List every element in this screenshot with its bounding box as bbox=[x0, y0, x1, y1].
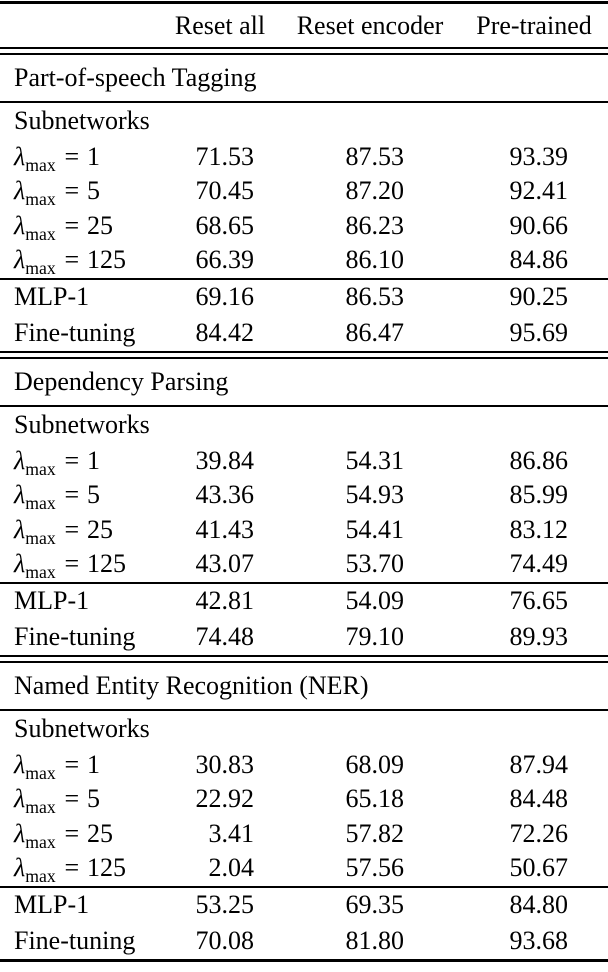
lambda-subscript: max bbox=[25, 866, 56, 887]
value-cell bbox=[160, 211, 280, 241]
table-row bbox=[0, 782, 608, 817]
lambda-symbol: λ bbox=[14, 480, 26, 510]
lambda-max-value: 5 bbox=[87, 784, 100, 814]
value-cell bbox=[460, 245, 608, 275]
value-number: 70.45 bbox=[195, 176, 254, 206]
value-number: 68.65 bbox=[195, 210, 254, 240]
value-cell bbox=[280, 446, 460, 476]
value-cell bbox=[460, 282, 608, 312]
value-cell bbox=[160, 853, 280, 883]
value-cell bbox=[460, 480, 608, 510]
lambda-row-label bbox=[0, 853, 160, 887]
baseline-row-label: MLP-1 bbox=[14, 281, 90, 311]
value-number: 84.86 bbox=[509, 245, 568, 275]
value-cell bbox=[160, 622, 280, 652]
table-row bbox=[0, 444, 608, 479]
value-number: 69.16 bbox=[195, 281, 254, 311]
lambda-max-value: 125 bbox=[87, 549, 126, 579]
lambda-symbol: λ bbox=[14, 549, 26, 579]
lambda-max-value: 1 bbox=[87, 141, 100, 171]
equals-sign: = bbox=[64, 245, 80, 275]
lambda-max-value: 5 bbox=[87, 176, 100, 206]
equals-sign: = bbox=[64, 210, 80, 240]
group-label-row bbox=[0, 711, 608, 748]
value-cell bbox=[280, 515, 460, 545]
value-cell bbox=[160, 819, 280, 849]
value-cell bbox=[460, 784, 608, 814]
group-label-row bbox=[0, 103, 608, 140]
value-number: 84.48 bbox=[509, 784, 568, 814]
lambda-symbol: λ bbox=[14, 853, 26, 883]
table-row bbox=[0, 547, 608, 582]
lambda-max-value: 25 bbox=[87, 818, 113, 848]
value-cell bbox=[160, 549, 280, 579]
lambda-max-value: 125 bbox=[87, 245, 126, 275]
value-number: 22.92 bbox=[195, 784, 254, 814]
lambda-subscript: max bbox=[25, 223, 56, 244]
lambda-subscript: max bbox=[25, 258, 56, 279]
section-title: Dependency Parsing bbox=[14, 366, 229, 396]
table-section-0 bbox=[0, 55, 608, 359]
value-cell bbox=[460, 318, 608, 348]
table-row bbox=[0, 280, 608, 315]
section-separator-rule bbox=[0, 655, 608, 663]
table-row bbox=[0, 243, 608, 278]
value-number: 79.10 bbox=[345, 621, 404, 651]
lambda-row-label bbox=[0, 445, 160, 479]
lambda-subscript: max bbox=[25, 831, 56, 852]
section-title-row bbox=[0, 359, 608, 405]
value-cell bbox=[280, 549, 460, 579]
equals-sign: = bbox=[64, 749, 80, 779]
value-number: 74.48 bbox=[195, 621, 254, 651]
value-cell bbox=[160, 282, 280, 312]
lambda-max-value: 1 bbox=[87, 749, 100, 779]
value-number: 57.82 bbox=[345, 818, 404, 848]
value-cell bbox=[280, 784, 460, 814]
equals-sign: = bbox=[64, 480, 80, 510]
value-cell bbox=[460, 586, 608, 616]
equals-sign: = bbox=[64, 784, 80, 814]
equals-sign: = bbox=[64, 818, 80, 848]
value-number: 87.20 bbox=[345, 176, 404, 206]
section-title-row bbox=[0, 55, 608, 101]
value-number: 89.93 bbox=[509, 621, 568, 651]
lambda-subscript: max bbox=[25, 797, 56, 818]
column-headers-row bbox=[0, 4, 608, 47]
value-cell bbox=[160, 926, 280, 956]
value-number: 81.80 bbox=[345, 925, 404, 955]
equals-sign: = bbox=[64, 176, 80, 206]
value-number: 72.26 bbox=[509, 818, 568, 848]
value-number: 86.47 bbox=[345, 317, 404, 347]
group-label: Subnetworks bbox=[14, 714, 150, 743]
lambda-row-label bbox=[0, 141, 160, 175]
column-header-reset-all: Reset all bbox=[174, 10, 266, 40]
value-number: 86.10 bbox=[345, 245, 404, 275]
lambda-row-label bbox=[0, 210, 160, 244]
table-row bbox=[0, 584, 608, 619]
lambda-max-value: 5 bbox=[87, 480, 100, 510]
value-cell bbox=[160, 480, 280, 510]
table-row bbox=[0, 851, 608, 886]
value-number: 65.18 bbox=[345, 784, 404, 814]
value-number: 50.67 bbox=[509, 853, 568, 883]
lambda-max-value: 25 bbox=[87, 210, 113, 240]
value-cell bbox=[280, 853, 460, 883]
value-cell bbox=[460, 926, 608, 956]
equals-sign: = bbox=[64, 853, 80, 883]
table-section-2 bbox=[0, 663, 608, 959]
lambda-row-label bbox=[0, 514, 160, 548]
table-row bbox=[0, 513, 608, 548]
value-cell bbox=[460, 853, 608, 883]
table-row bbox=[0, 922, 608, 959]
value-number: 42.81 bbox=[195, 585, 254, 615]
value-cell bbox=[160, 318, 280, 348]
value-cell bbox=[160, 586, 280, 616]
table-row bbox=[0, 618, 608, 655]
value-number: 87.53 bbox=[345, 141, 404, 171]
value-number: 53.70 bbox=[345, 549, 404, 579]
value-cell bbox=[280, 176, 460, 206]
value-cell bbox=[460, 142, 608, 172]
equals-sign: = bbox=[64, 141, 80, 171]
value-number: 68.09 bbox=[345, 749, 404, 779]
value-number: 86.86 bbox=[509, 445, 568, 475]
value-number: 84.42 bbox=[195, 317, 254, 347]
value-number: 93.39 bbox=[509, 141, 568, 171]
value-number: 90.25 bbox=[509, 281, 568, 311]
baseline-row-label: MLP-1 bbox=[14, 585, 90, 615]
value-cell bbox=[160, 446, 280, 476]
baseline-row-label: Fine-tuning bbox=[14, 925, 136, 955]
value-cell bbox=[280, 480, 460, 510]
value-cell bbox=[280, 211, 460, 241]
value-cell bbox=[280, 245, 460, 275]
value-number: 92.41 bbox=[509, 176, 568, 206]
value-number: 2.04 bbox=[208, 853, 254, 883]
equals-sign: = bbox=[64, 549, 80, 579]
value-cell bbox=[460, 176, 608, 206]
lambda-row-label bbox=[0, 749, 160, 783]
group-label: Subnetworks bbox=[14, 106, 150, 135]
value-cell bbox=[280, 282, 460, 312]
column-header-pre-trained: Pre-trained bbox=[476, 10, 592, 40]
value-number: 83.12 bbox=[509, 514, 568, 544]
value-number: 93.68 bbox=[509, 925, 568, 955]
value-cell bbox=[280, 318, 460, 348]
value-cell bbox=[160, 515, 280, 545]
lambda-subscript: max bbox=[25, 154, 56, 175]
value-cell bbox=[160, 245, 280, 275]
lambda-symbol: λ bbox=[14, 210, 26, 240]
lambda-symbol: λ bbox=[14, 176, 26, 206]
value-cell bbox=[460, 549, 608, 579]
value-cell bbox=[280, 750, 460, 780]
value-number: 70.08 bbox=[195, 925, 254, 955]
lambda-symbol: λ bbox=[14, 818, 26, 848]
table-section-1 bbox=[0, 359, 608, 663]
baseline-row-label: MLP-1 bbox=[14, 889, 90, 919]
value-number: 76.65 bbox=[509, 585, 568, 615]
value-number: 30.83 bbox=[195, 749, 254, 779]
value-cell bbox=[460, 750, 608, 780]
value-cell bbox=[460, 446, 608, 476]
section-title-row bbox=[0, 663, 608, 709]
table-row bbox=[0, 209, 608, 244]
equals-sign: = bbox=[64, 514, 80, 544]
value-number: 86.23 bbox=[345, 210, 404, 240]
lambda-subscript: max bbox=[25, 189, 56, 210]
lambda-row-label bbox=[0, 549, 160, 583]
group-label: Subnetworks bbox=[14, 410, 150, 439]
group-label-row bbox=[0, 407, 608, 444]
value-number: 66.39 bbox=[195, 245, 254, 275]
value-number: 95.69 bbox=[509, 317, 568, 347]
value-number: 54.09 bbox=[345, 585, 404, 615]
value-cell bbox=[160, 750, 280, 780]
value-cell bbox=[160, 784, 280, 814]
value-number: 53.25 bbox=[195, 889, 254, 919]
lambda-symbol: λ bbox=[14, 784, 26, 814]
lambda-row-label bbox=[0, 784, 160, 818]
value-number: 54.41 bbox=[345, 514, 404, 544]
value-number: 43.36 bbox=[195, 480, 254, 510]
section-title: Named Entity Recognition (NER) bbox=[14, 670, 369, 700]
lambda-symbol: λ bbox=[14, 245, 26, 275]
lambda-row-label bbox=[0, 818, 160, 852]
value-cell bbox=[280, 622, 460, 652]
value-number: 86.53 bbox=[345, 281, 404, 311]
lambda-max-value: 125 bbox=[87, 853, 126, 883]
value-number: 54.31 bbox=[345, 445, 404, 475]
lambda-row-label bbox=[0, 480, 160, 514]
lambda-subscript: max bbox=[25, 562, 56, 583]
value-cell bbox=[460, 819, 608, 849]
value-number: 85.99 bbox=[509, 480, 568, 510]
table-sections bbox=[0, 55, 608, 959]
lambda-symbol: λ bbox=[14, 141, 26, 171]
header-separator-rule bbox=[0, 47, 608, 55]
value-number: 43.07 bbox=[195, 549, 254, 579]
lambda-row-label bbox=[0, 176, 160, 210]
lambda-symbol: λ bbox=[14, 749, 26, 779]
value-number: 69.35 bbox=[345, 889, 404, 919]
value-cell bbox=[280, 819, 460, 849]
table-row bbox=[0, 817, 608, 852]
value-number: 3.41 bbox=[208, 818, 254, 848]
baseline-row-label: Fine-tuning bbox=[14, 621, 136, 651]
baseline-row-label: Fine-tuning bbox=[14, 317, 136, 347]
value-cell bbox=[160, 142, 280, 172]
value-cell bbox=[280, 890, 460, 920]
lambda-symbol: λ bbox=[14, 514, 26, 544]
value-number: 87.94 bbox=[509, 749, 568, 779]
lambda-subscript: max bbox=[25, 762, 56, 783]
lambda-row-label bbox=[0, 245, 160, 279]
lambda-subscript: max bbox=[25, 527, 56, 548]
equals-sign: = bbox=[64, 445, 80, 475]
value-cell bbox=[160, 890, 280, 920]
lambda-symbol: λ bbox=[14, 445, 26, 475]
value-number: 84.80 bbox=[509, 889, 568, 919]
value-cell bbox=[280, 142, 460, 172]
bottom-rule bbox=[0, 959, 608, 962]
value-number: 90.66 bbox=[509, 210, 568, 240]
value-number: 39.84 bbox=[195, 445, 254, 475]
table-row bbox=[0, 478, 608, 513]
table-row bbox=[0, 314, 608, 351]
value-number: 57.56 bbox=[345, 853, 404, 883]
value-number: 41.43 bbox=[195, 514, 254, 544]
table-row bbox=[0, 888, 608, 923]
value-number: 74.49 bbox=[509, 549, 568, 579]
table-row bbox=[0, 748, 608, 783]
table-row bbox=[0, 174, 608, 209]
table-row bbox=[0, 140, 608, 175]
value-number: 71.53 bbox=[195, 141, 254, 171]
value-cell bbox=[280, 586, 460, 616]
value-cell bbox=[460, 211, 608, 241]
value-number: 54.93 bbox=[345, 480, 404, 510]
section-title: Part-of-speech Tagging bbox=[14, 62, 257, 92]
lambda-max-value: 25 bbox=[87, 514, 113, 544]
value-cell bbox=[460, 622, 608, 652]
column-header-reset-encoder: Reset encoder bbox=[296, 10, 444, 40]
lambda-max-value: 1 bbox=[87, 445, 100, 475]
section-separator-rule bbox=[0, 351, 608, 359]
lambda-subscript: max bbox=[25, 458, 56, 479]
value-cell bbox=[280, 926, 460, 956]
value-cell bbox=[460, 890, 608, 920]
lambda-subscript: max bbox=[25, 493, 56, 514]
value-cell bbox=[160, 176, 280, 206]
value-cell bbox=[460, 515, 608, 545]
